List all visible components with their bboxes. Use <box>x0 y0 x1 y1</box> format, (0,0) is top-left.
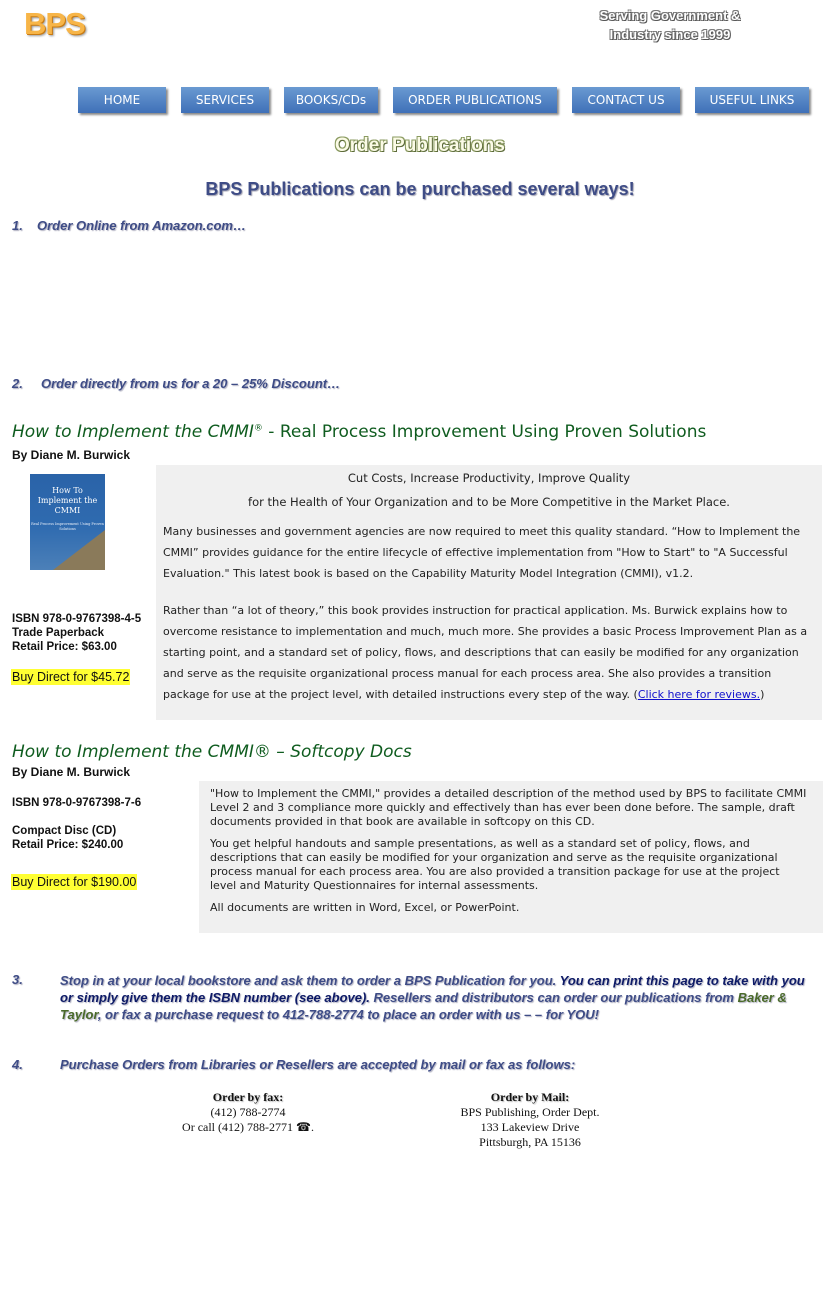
cover-rock-graphic <box>53 530 105 570</box>
book1-title-sub: - Real Process Improvement Using Proven Solutions <box>262 422 707 442</box>
book1-format: Trade Paperback <box>12 627 105 639</box>
order-fax-call: Or call (412) 788-2771 ☎. <box>182 1120 314 1134</box>
step-1-number: 1. <box>12 218 23 233</box>
nav-services[interactable]: SERVICES <box>181 87 269 113</box>
step-3-part-d: , or fax a purchase request to 412-788-2774 to place an order with us – – for YOU! <box>97 1007 599 1022</box>
order-fax-heading: Order by fax: <box>212 1090 284 1104</box>
book2-description-panel <box>199 781 823 933</box>
book1-isbn: ISBN 978-0-9767398-4-5 <box>12 613 142 625</box>
book2-author: By Diane M. Burwick <box>12 765 131 779</box>
step-3-text <box>60 972 820 1023</box>
order-mail-line-1: BPS Publishing, Order Dept. <box>460 1105 600 1119</box>
step-1-amazon-link[interactable]: Order Online from Amazon.com… <box>37 218 246 233</box>
book1-author: By Diane M. Burwick <box>12 448 131 462</box>
nav-books-cds[interactable]: BOOKS/CDs <box>284 87 378 113</box>
book1-cover-image[interactable] <box>30 474 105 570</box>
tagline-line-2: Industry since 1999 <box>609 27 731 42</box>
book2-meta <box>12 824 123 852</box>
order-by-mail <box>420 1090 640 1150</box>
book1-cover-subtitle: Real Process Improvement Using Proven Solutions <box>31 522 104 531</box>
reviews-link[interactable]: Click here for reviews. <box>637 688 761 701</box>
bps-logo[interactable]: BPS <box>24 6 85 41</box>
book1-paragraph-2-text: Rather than “a lot of theory,” this book provides instruction for practical application. Ms. Burwick explains how to overcome resistance to implementation and much, much more. She provides a basic Process Improvement Plan as a starting point, and a standard set of policy, flows, and descriptions that can easily be modified for any organization and serve as the requisite organizational process manual for each process area. She also provides a transition package for use at the project level, with detailed instructions every step of the way. ( <box>163 604 808 701</box>
book1-title-reg: ® <box>253 423 263 434</box>
step-3-number: 3. <box>12 972 23 987</box>
book1-cover-title: How To Implement the CMMI <box>37 486 98 515</box>
nav-order-publications[interactable]: ORDER PUBLICATIONS <box>393 87 557 113</box>
step-3-part-a: Stop in at your local bookstore and ask them to order a BPS Publication for you. <box>60 973 560 988</box>
book1-buy-direct[interactable]: Buy Direct for $45.72 <box>12 670 130 684</box>
order-fax-number: (412) 788-2774 <box>210 1105 286 1119</box>
step-4-number: 4. <box>12 1057 23 1072</box>
book2-title: How to Implement the CMMI® – Softcopy Docs <box>12 742 412 762</box>
order-mail-line-3: Pittsburgh, PA 15136 <box>479 1135 581 1149</box>
step-3-part-c: Resellers and distributors can order our publications from <box>369 990 738 1005</box>
step-2-number: 2. <box>12 376 23 391</box>
order-mail-line-2: 133 Lakeview Drive <box>480 1120 580 1134</box>
book1-paragraph-1: Many businesses and government agencies are now required to meet this quality standard. “How to Implement the CMMI” provides guidance for the entire lifecycle of effective implementation from "How to Start" to "A Successful Evaluation." This latest book is based on the Capability Maturity Model Integration (CMMI), v1.2. <box>163 525 801 580</box>
tagline <box>560 6 780 44</box>
book2-paragraph-2: You get helpful handouts and sample presentations, as well as a standard set of policy, flows, and descriptions that can easily be modified for your organization and serve as the requisite organizational process manual for each process area. You are also provided a transition package for use at the project level and Maturity Questionnaires for internal assessments. <box>210 837 780 892</box>
book2-paragraph-1: "How to Implement the CMMI," provides a detailed description of the method used by BPS to facilitate CMMI Level 2 and 3 compliance more quickly and effectively than has ever been done before. The sample, draft documents provided in that book are available in softcopy on this CD. <box>210 787 807 828</box>
step-2-text: Order directly from us for a 20 – 25% Discount… <box>41 376 341 391</box>
book2-format: Compact Disc (CD) <box>12 825 117 837</box>
nav-contact-us[interactable]: CONTACT US <box>572 87 680 113</box>
book1-description-panel <box>156 465 822 720</box>
book1-headline-1: Cut Costs, Increase Productivity, Improve Quality <box>347 471 631 485</box>
book1-headline-2: for the Health of Your Organization and to be More Competitive in the Market Place. <box>248 495 730 509</box>
page-subtitle: BPS Publications can be purchased several ways! <box>205 179 635 199</box>
step-3-print-note: You can print this page to take with you or simply give them the ISBN number (see above). <box>60 973 805 1005</box>
book2-isbn: ISBN 978-0-9767398-7-6 <box>12 797 142 809</box>
book1-title-main: How to Implement the CMMI <box>12 422 254 442</box>
book2-retail-price: Retail Price: $240.00 <box>12 839 124 851</box>
order-mail-heading: Order by Mail: <box>490 1090 570 1104</box>
book1-title <box>12 422 706 442</box>
book1-meta <box>12 612 141 654</box>
page-title: Order Publications <box>335 135 505 156</box>
book1-paragraph-2-end: ) <box>760 688 765 701</box>
step-4-text: Purchase Orders from Libraries or Resellers are accepted by mail or fax as follows: <box>60 1057 576 1072</box>
book1-paragraph-2 <box>163 600 814 705</box>
nav-home[interactable]: HOME <box>78 87 166 113</box>
book2-buy-direct[interactable]: Buy Direct for $190.00 <box>12 875 137 889</box>
baker-taylor-link[interactable]: Baker & Taylor <box>60 990 787 1022</box>
book1-retail-price: Retail Price: $63.00 <box>12 641 117 653</box>
order-by-fax <box>143 1090 353 1135</box>
nav-useful-links[interactable]: USEFUL LINKS <box>695 87 809 113</box>
book2-paragraph-3: All documents are written in Word, Excel, or PowerPoint. <box>210 901 520 914</box>
tagline-line-1: Serving Government & <box>599 8 741 23</box>
